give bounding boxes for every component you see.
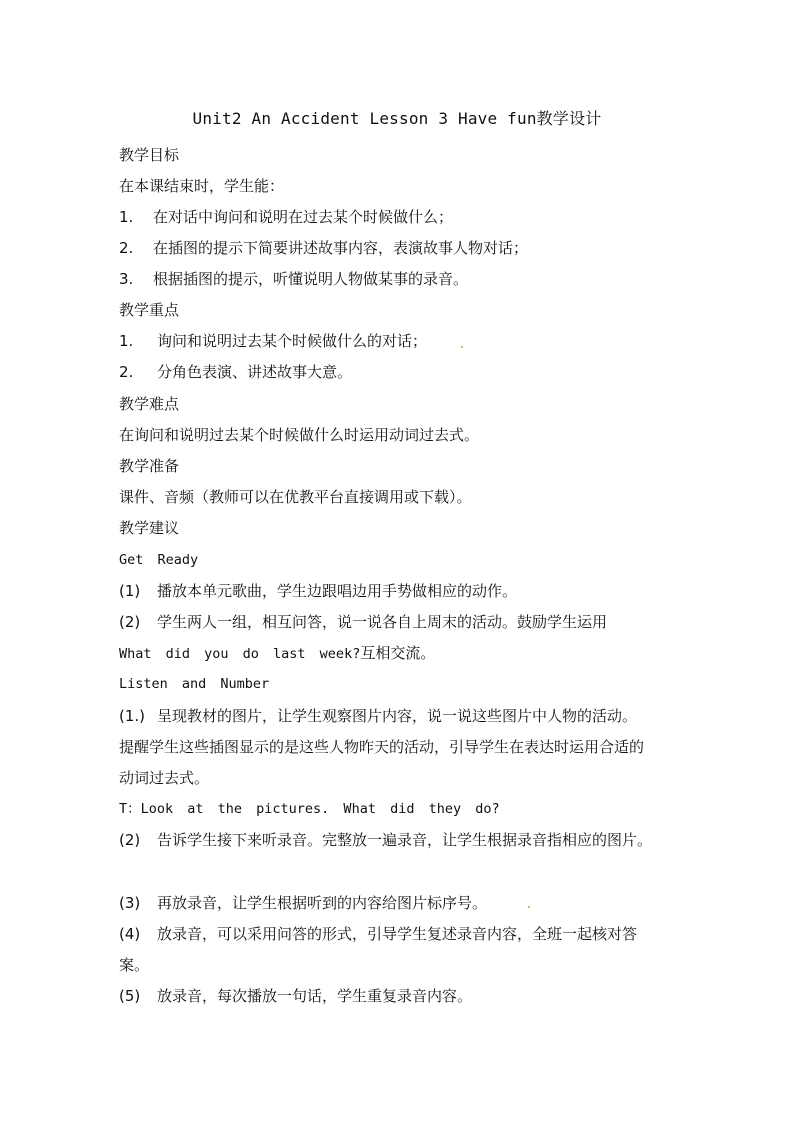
suggestions-heading: 教学建议 xyxy=(119,519,180,537)
objective-number: 1. xyxy=(119,208,134,226)
listen-item xyxy=(119,924,637,944)
listen-item-text: 再放录音，让学生根据听到的内容给图片标序号。 xyxy=(157,894,488,912)
get-ready-english-question: What did you do last week? xyxy=(119,646,361,662)
get-ready-label: Get Ready xyxy=(119,552,199,568)
objective-text: 根据插图的提示，听懂说明人物做某事的录音。 xyxy=(153,270,469,288)
get-ready-continuation xyxy=(119,643,435,664)
key-points-heading: 教学重点 xyxy=(119,301,180,319)
listen-item-text: 放录音，可以采用问答的形式，引导学生复述录音内容，全班一起核对答 xyxy=(157,925,638,943)
difficulties-heading: 教学难点 xyxy=(119,395,180,413)
objective-number: 2. xyxy=(119,239,134,257)
listen-item-number: (2) xyxy=(119,831,141,849)
listen-item-text: 放录音，每次播放一句话，学生重复录音内容。 xyxy=(157,987,473,1005)
listen-item-number: (1.) xyxy=(119,707,146,725)
document-title: Unit2 An Accident Lesson 3 Have fun教学设计 xyxy=(192,109,602,128)
get-ready-number: (1) xyxy=(119,582,141,600)
get-ready-item xyxy=(119,581,517,601)
listen-item xyxy=(119,893,487,913)
key-point-number: 2. xyxy=(119,363,134,381)
objectives-intro: 在本课结束时，学生能： xyxy=(119,177,285,195)
objective-item xyxy=(119,269,468,289)
get-ready-text: 学生两人一组，相互问答，说一说各自上周末的活动。鼓励学生运用 xyxy=(157,613,608,631)
key-point-text: 分角色表演、讲述故事大意。 xyxy=(157,363,353,381)
listen-number-label: Listen and Number xyxy=(119,676,270,692)
objective-number: 3. xyxy=(119,270,134,288)
difficulties-text: 在询问和说明过去某个时候做什么时运用动词过去式。 xyxy=(119,426,480,444)
listen-item xyxy=(119,986,472,1006)
listen-item-continuation: 案。 xyxy=(119,956,150,974)
listen-item-continuation: 提醒学生这些插图显示的是这些人物昨天的活动，引导学生在表达时运用合适的 xyxy=(119,738,645,756)
listen-item xyxy=(119,706,637,726)
preparation-text: 课件、音频（教师可以在优教平台直接调用或下载）。 xyxy=(119,488,472,506)
objective-item xyxy=(119,207,453,227)
key-point-item xyxy=(119,331,427,351)
get-ready-item xyxy=(119,612,607,632)
get-ready-number: (2) xyxy=(119,613,141,631)
stray-mark xyxy=(461,346,463,348)
stray-mark xyxy=(528,906,530,908)
objective-text: 在插图的提示下简要讲述故事内容，表演故事人物对话； xyxy=(153,239,529,257)
listen-item-text: 告诉学生接下来听录音。完整放一遍录音，让学生根据录音指相应的图片。 xyxy=(157,831,653,849)
preparation-heading: 教学准备 xyxy=(119,457,180,475)
get-ready-continuation-text: 互相交流。 xyxy=(360,644,436,662)
listen-item-number: (3) xyxy=(119,894,141,912)
listen-item-continuation: 动词过去式。 xyxy=(119,769,210,787)
listen-item xyxy=(119,830,652,850)
objective-item xyxy=(119,238,528,258)
objective-text: 在对话中询问和说明在过去某个时候做什么； xyxy=(153,208,454,226)
teacher-line: T：Look at the pictures. What did they do? xyxy=(119,801,500,817)
objectives-heading: 教学目标 xyxy=(119,146,180,164)
listen-item-number: (5) xyxy=(119,987,141,1005)
key-point-number: 1. xyxy=(119,332,134,350)
get-ready-text: 播放本单元歌曲，学生边跟唱边用手势做相应的动作。 xyxy=(157,582,518,600)
listen-item-number: (4) xyxy=(119,925,141,943)
key-point-text: 询问和说明过去某个时候做什么的对话； xyxy=(157,332,428,350)
listen-item-text: 呈现教材的图片，让学生观察图片内容，说一说这些图片中人物的活动。 xyxy=(157,707,638,725)
key-point-item xyxy=(119,362,352,382)
